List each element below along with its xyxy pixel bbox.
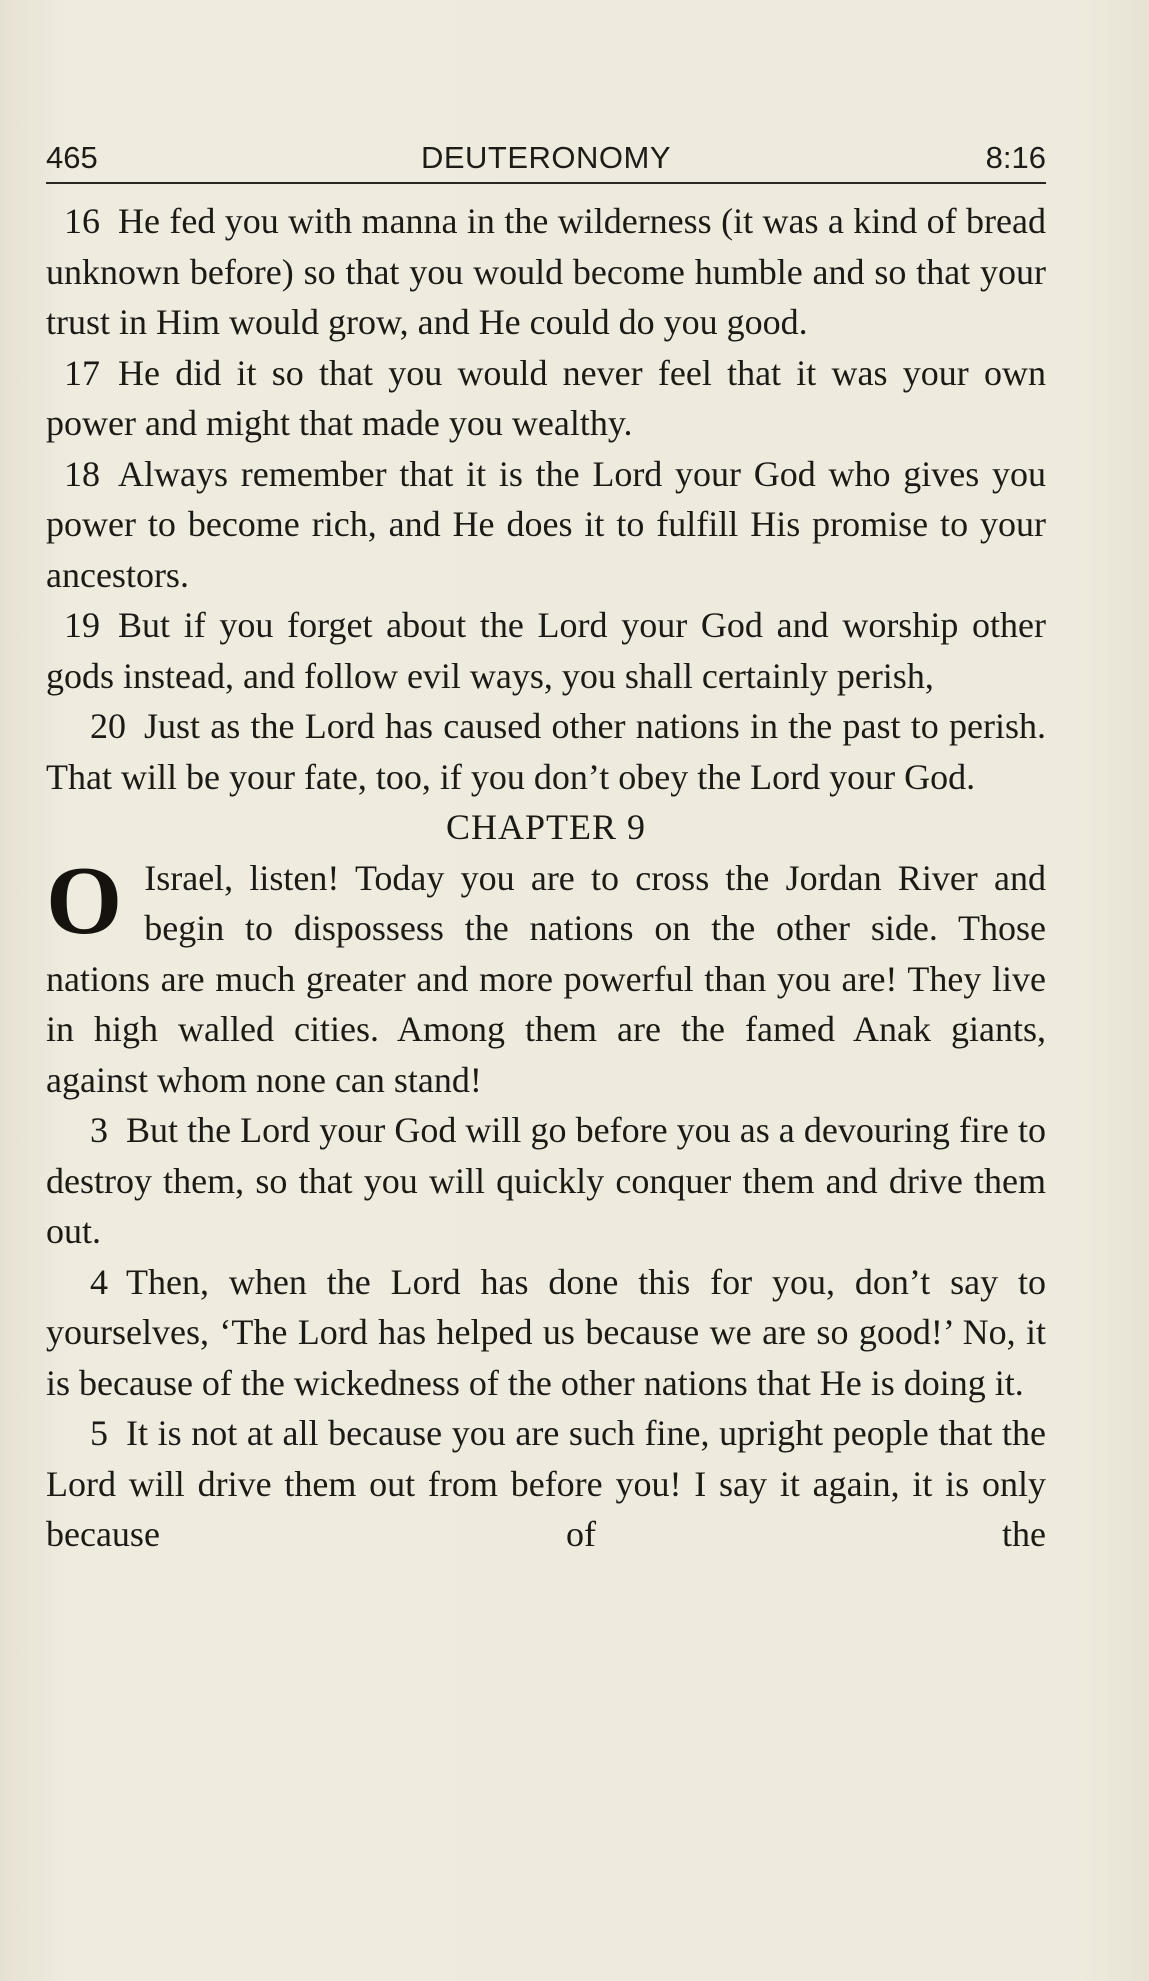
verse [46,348,1046,449]
body-text [46,196,1046,1560]
book-title: DEUTERONOMY [420,140,672,175]
verse-text: It is not at all because you are such fine, upright people that the Lord will drive them out from before you! I say it again, it is only because of the [46,1413,1046,1554]
verse-number: 3 [90,1110,108,1150]
chapter-heading: CHAPTER 9 [445,807,647,847]
chapter-verse-reference: 8:16 [985,140,1046,175]
verse-text: Then, when the Lord has done this for you, don’t say to yourselves, ‘The Lord has helped us because we are so good!’ No, it is because of the wickedness of the other nations that He is doing it. [46,1261,1046,1403]
verse-number: 5 [90,1413,108,1453]
verse-number: 19 [64,605,100,645]
verse-text: But the Lord your God will go before you as a devouring fire to destroy them, so that you will quickly conquer them and drive them out. [46,1110,1046,1251]
verse [46,1105,1046,1257]
verse-text: Just as the Lord has caused other nations in the past to perish. That will be your fate, too, if you don’t obey the Lord your God. [46,706,1046,797]
verse-number: 4 [90,1261,108,1302]
verse-number: 17 [64,352,100,393]
verse [46,1408,1046,1560]
verse [46,196,1046,348]
verse-text: But if you forget about the Lord your God and worship other gods instead, and follow evil ways, you shall certainly perish, [46,605,1046,696]
verse [46,1257,1046,1409]
verse-number: 20 [90,706,126,746]
verse-number: 16 [64,201,100,241]
verse [46,600,1046,701]
drop-cap: O [46,846,123,955]
verse-number: 18 [64,453,100,494]
verse [46,449,1046,601]
chapter-opening-paragraph [46,846,1046,1106]
verse-text: He did it so that you would never feel that it was your own power and might that made you wealthy. [46,352,1046,443]
running-head [46,138,1046,184]
page-number: 465 [46,140,98,175]
verse [46,701,1046,802]
verse-text: He fed you with manna in the wilderness (it was a kind of bread unknown before) so that you would become humble and so that your trust in Him would grow, and He could do you good. [46,201,1046,342]
chapter-opening-text: Israel, listen! Today you are to cross the Jordan River and begin to dispossess the nations on the other side. Those nations are much greater and more powerful than you are! They live in high walled cities. Among them are the famed Anak giants, against whom none can stand! [46,857,1046,1100]
verse-text: Always remember that it is the Lord your God who gives you power to become rich, and He does it to fulfill His promise to your ancestors. [46,453,1046,595]
